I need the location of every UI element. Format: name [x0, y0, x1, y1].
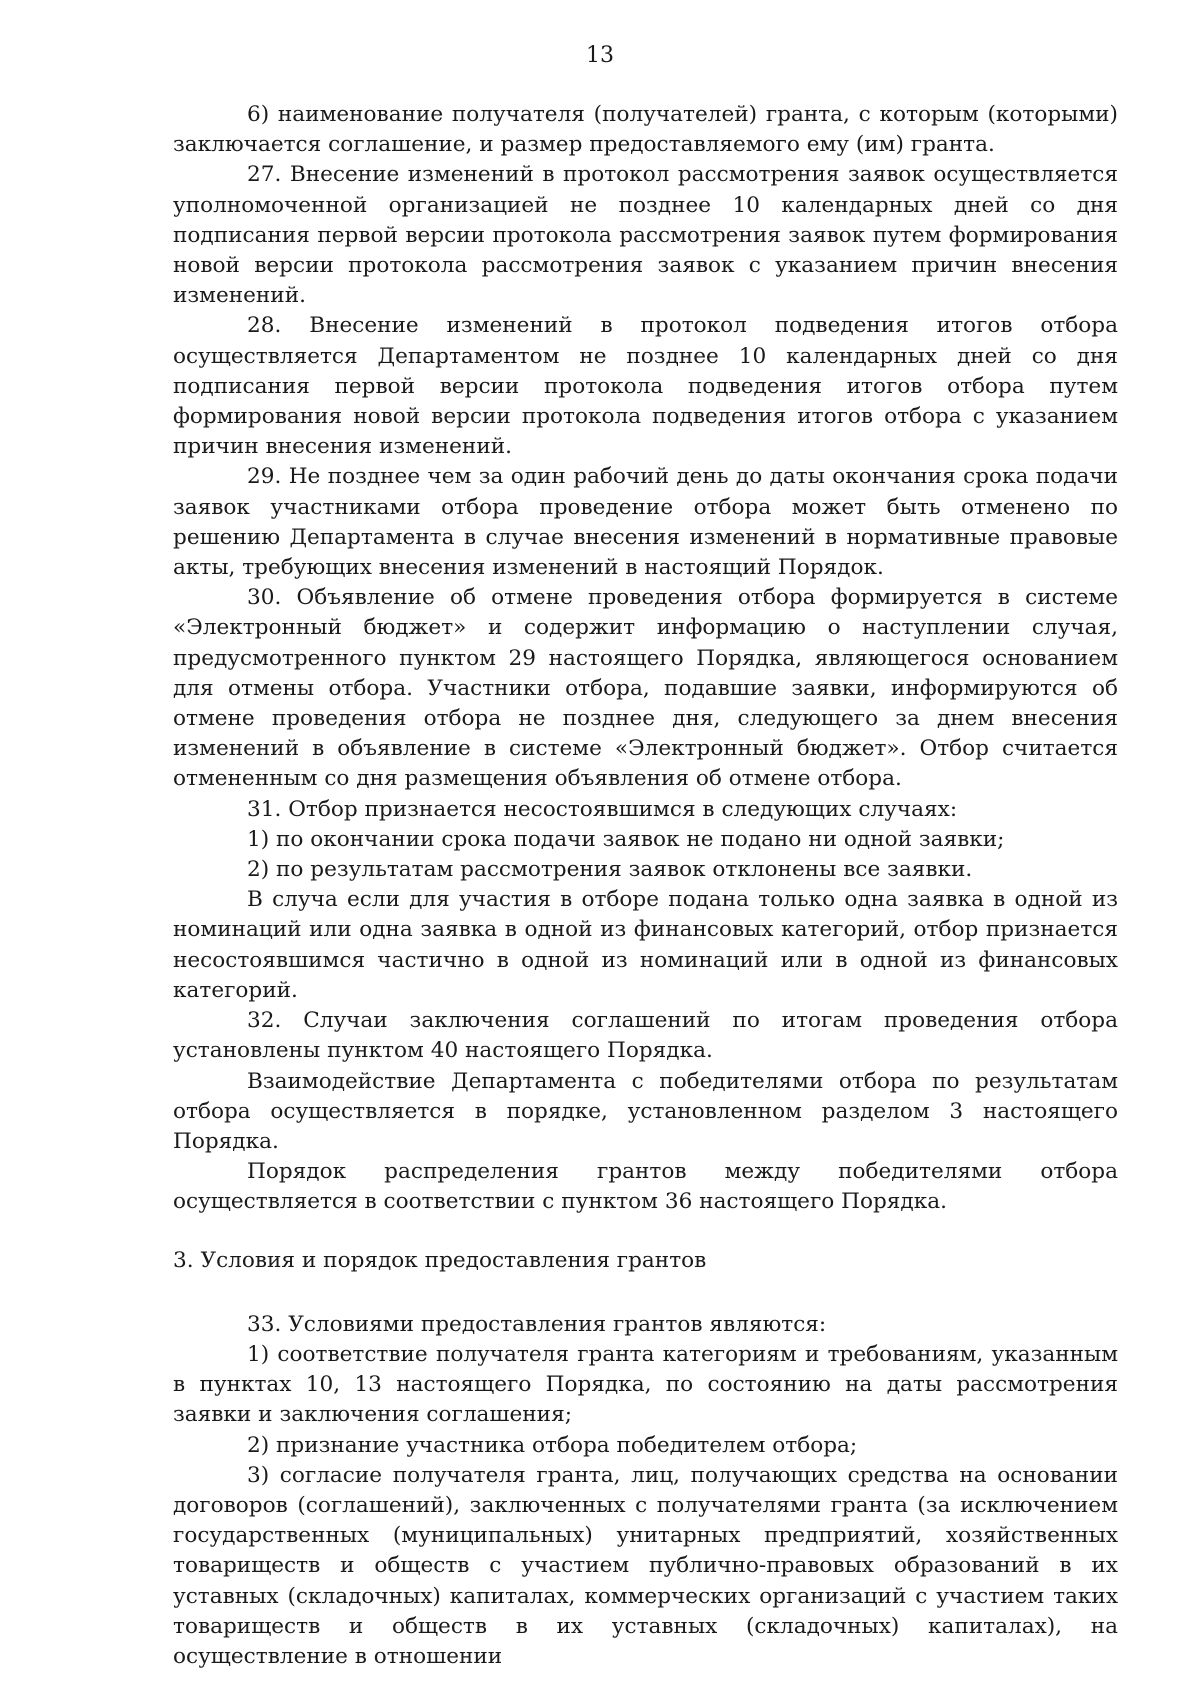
paragraph-31-item-1: 1) по окончании срока подачи заявок не подано ни одной заявки;	[247, 826, 1005, 852]
paragraph-32-interaction: Взаимодействие Департамента с победителями отбора по результатам отбора осуществляется в порядке, установленном разделом 3 настоящего Порядка.	[173, 1068, 1118, 1154]
paragraph-32: 32. Случаи заключения соглашений по итогам проведения отбора установлены пунктом 40 настоящего Порядка.	[173, 1008, 1118, 1064]
paragraph-31-note: В случа если для участия в отборе подана только одна заявка в одной из номинаций или одна заявка в одной из финансовых категорий, отбор признается несостоявшимся частично в одной из номинаций или в одной из финансовых категорий.	[173, 887, 1118, 1003]
paragraph-31: 31. Отбор признается несостоявшимся в следующих случаях:	[247, 796, 958, 822]
paragraph-item-6: 6) наименование получателя (получателей) гранта, с которым (которыми) заключается соглашение, и размер предоставляемого ему (им) гранта.	[173, 102, 1118, 158]
section-heading: 3. Условия и порядок предоставления грантов	[173, 1247, 707, 1273]
paragraph-28: 28. Внесение изменений в протокол подведения итогов отбора осуществляется Департаментом не позднее 10 календарных дней со дня подписания первой версии протокола подведения итогов отбора путем формирования новой версии протокола подведения итогов отбора с указанием причин внесения изменений.	[173, 313, 1118, 460]
paragraph-27: 27. Внесение изменений в протокол рассмотрения заявок осуществляется уполномоченной организацией не позднее 10 календарных дней со дня подписания первой версии протокола рассмотрения заявок путем формирования новой версии протокола рассмотрения заявок с указанием причин внесения изменений.	[173, 162, 1118, 309]
paragraph-33-item-2: 2) признание участника отбора победителем отбора;	[247, 1432, 858, 1458]
page-number: 13	[586, 43, 614, 68]
paragraph-30: 30. Объявление об отмене проведения отбора формируется в системе «Электронный бюджет» и содержит информацию о наступлении случая, предусмотренного пунктом 29 настоящего Порядка, являющегося основанием для отмены отбора. Участники отбора, подавшие заявки, информируются об отмене проведения отбора не позднее дня, следующего за днем внесения изменений в объявление в системе «Электронный бюджет». Отбор считается отмененным со дня размещения объявления об отмене отбора.	[173, 585, 1118, 792]
paragraph-33-item-1: 1) соответствие получателя гранта категориям и требованиям, указанным в пунктах 10, 13 настоящего Порядка, по состоянию на даты рассмотрения заявки и заключения соглашения;	[173, 1341, 1118, 1428]
paragraph-33: 33. Условиями предоставления грантов являются:	[247, 1311, 827, 1337]
paragraph-31-item-2: 2) по результатам рассмотрения заявок отклонены все заявки.	[247, 857, 973, 883]
document-body	[173, 100, 1118, 1672]
paragraph-33-item-3: 3) согласие получателя гранта, лиц, получающих средства на основании договоров (соглашений), заключенных с получателями гранта (за исключением государственных (муниципальных) унитарных предприятий, хозяйственных товариществ и обществ с участием публично-правовых образований в их уставных (складочных) капиталах, коммерческих организаций с участием таких товариществ и обществ в их уставных (складочных) капиталах), на осуществление в отношении	[173, 1462, 1118, 1669]
paragraph-29: 29. Не позднее чем за один рабочий день до даты окончания срока подачи заявок участниками отбора проведение отбора может быть отменено по решению Департамента в случае внесения изменений в нормативные правовые акты, требующих внесения изменений в настоящий Порядок.	[173, 464, 1118, 581]
paragraph-32-distribution: Порядок распределения грантов между победителями отбора осуществляется в соответствии с пунктом 36 настоящего Порядка.	[173, 1159, 1118, 1215]
